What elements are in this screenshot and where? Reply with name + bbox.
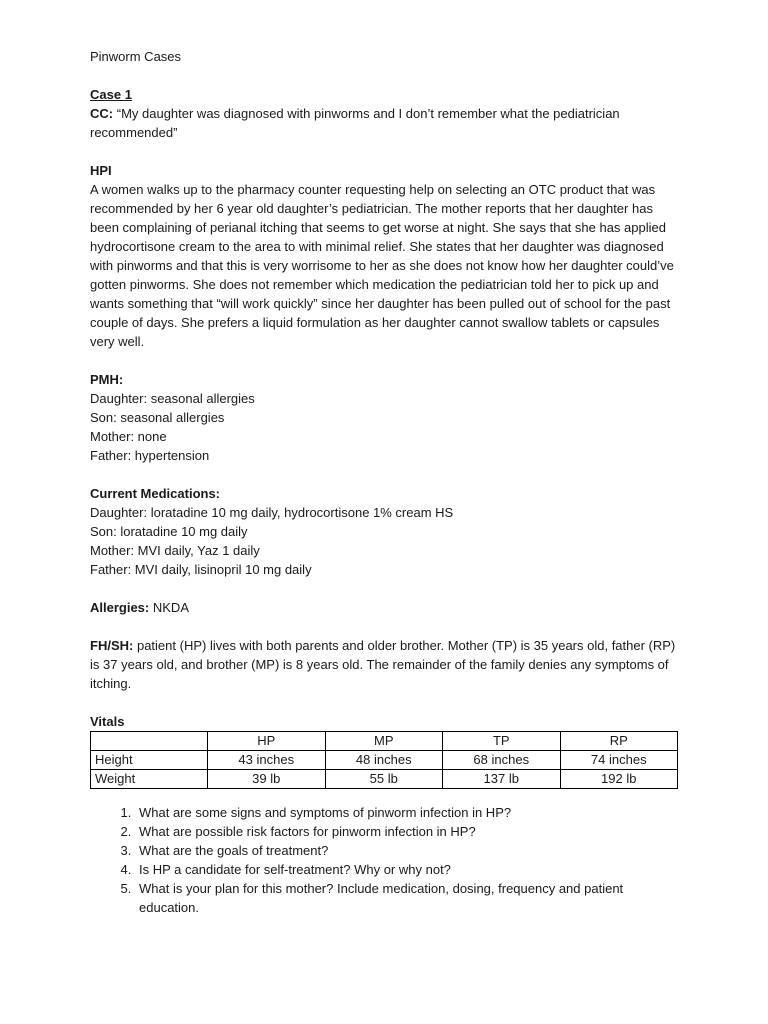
table-cell: 48 inches <box>325 751 443 770</box>
meds-item: Father: MVI daily, lisinopril 10 mg daily <box>90 562 312 577</box>
table-cell: 137 lb <box>443 770 561 789</box>
hpi-heading: HPI <box>90 163 112 178</box>
pmh-list <box>90 389 680 465</box>
allergies-text: NKDA <box>152 600 189 615</box>
table-cell: 192 lb <box>560 770 678 789</box>
cc-label: CC: <box>90 106 114 121</box>
question-item: 3. What are the goals of treatment? <box>135 841 680 860</box>
meds-list <box>90 503 680 579</box>
table-header-row <box>91 732 678 751</box>
pmh-item: Father: hypertension <box>90 448 210 463</box>
table-cell: 74 inches <box>560 751 678 770</box>
meds-heading: Current Medications: <box>90 486 221 501</box>
pmh-item: Mother: none <box>90 429 167 444</box>
table-header-cell: MP <box>325 732 443 751</box>
table-cell: Weight <box>91 770 208 789</box>
table-cell: Height <box>91 751 208 770</box>
pmh-item: Son: seasonal allergies <box>90 410 225 425</box>
document-title: Pinworm Cases <box>90 49 182 64</box>
question-item: 5. What is your plan for this mother? Include medication, dosing, frequency and patient education. <box>135 879 680 917</box>
question-item: 2. What are possible risk factors for pinworm infection in HP? <box>135 822 680 841</box>
meds-item: Son: loratadine 10 mg daily <box>90 524 248 539</box>
vitals-heading: Vitals <box>90 714 125 729</box>
question-item: 1. What are some signs and symptoms of pinworm infection in HP? <box>135 803 680 822</box>
case-section <box>90 85 680 917</box>
vitals-table <box>90 731 678 789</box>
table-cell: 55 lb <box>325 770 443 789</box>
table-cell: 68 inches <box>443 751 561 770</box>
hpi-text: A women walks up to the pharmacy counter requesting help on selecting an OTC product that was recommended by her 6 year old daughter’s pediatrician. The mother reports that her daughter has been complaining of perianal itching that seems to get worse at night. She says that she has applied hydrocortisone cream to the area to with minimal relief. She states that her daughter was diagnosed with pinworms and that this is very worrisome to her as she does not know how her daughter could’ve gotten pinworms. She does not remember which medication the pediatrician told her to pick up and wants something that “will work quickly” since her daughter has been pulled out of school for the past couple of days. She prefers a liquid formulation as her daughter cannot swallow tablets or capsules very well. <box>90 182 674 349</box>
chief-complaint <box>90 104 680 142</box>
meds-item: Daughter: loratadine 10 mg daily, hydrocortisone 1% cream HS <box>90 505 454 520</box>
allergies <box>90 598 680 617</box>
fhsh-text: patient (HP) lives with both parents and older brother. Mother (TP) is 35 years old, father (RP) is 37 years old, and brother (MP) is 8 years old. The remainder of the family denies any symptoms of itching. <box>90 638 676 691</box>
table-header-cell: HP <box>208 732 326 751</box>
family-social-history <box>90 636 680 693</box>
pmh-item: Daughter: seasonal allergies <box>90 391 255 406</box>
table-row <box>91 751 678 770</box>
fhsh-label: FH/SH: <box>90 638 134 653</box>
table-header-cell <box>91 732 208 751</box>
meds-item: Mother: MVI daily, Yaz 1 daily <box>90 543 260 558</box>
cc-text: “My daughter was diagnosed with pinworms and I don’t remember what the pediatrician recommended” <box>90 106 620 140</box>
document-page <box>90 47 680 917</box>
pmh-heading: PMH: <box>90 372 124 387</box>
allergies-label: Allergies: <box>90 600 150 615</box>
table-row <box>91 770 678 789</box>
table-cell: 43 inches <box>208 751 326 770</box>
table-header-cell: RP <box>560 732 678 751</box>
questions-list <box>90 803 680 917</box>
case-title: Case 1 <box>90 87 132 102</box>
question-item: 4. Is HP a candidate for self-treatment? Why or why not? <box>135 860 680 879</box>
table-cell: 39 lb <box>208 770 326 789</box>
table-header-cell: TP <box>443 732 561 751</box>
